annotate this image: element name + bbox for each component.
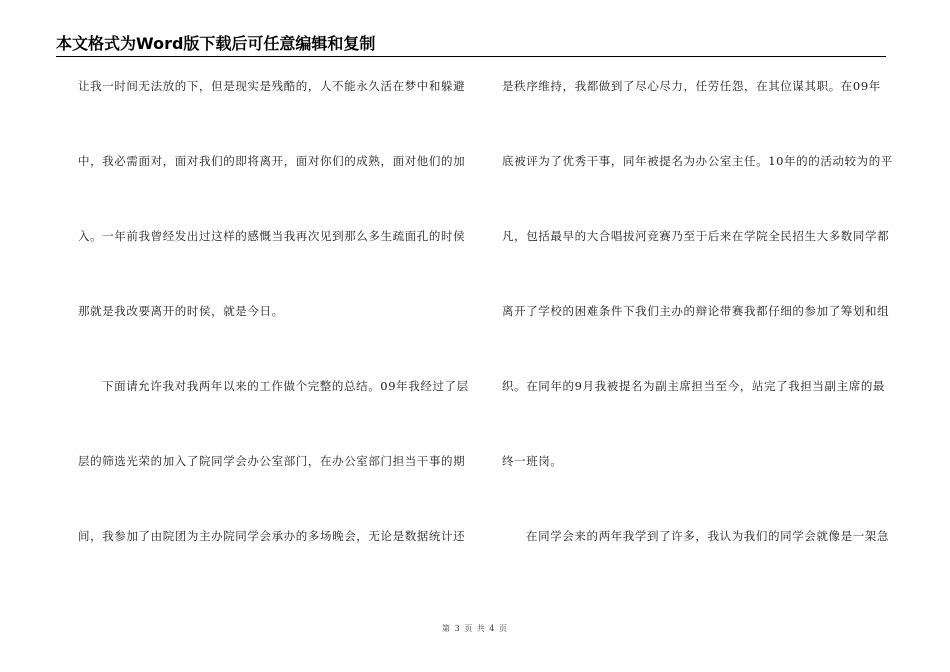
text-line: 中，我必需面对，面对我们的即将离开，面对你们的成熟，面对他们的加 — [78, 154, 466, 168]
text-line: 终一班岗。 — [502, 454, 563, 468]
text-line: 层的筛选光荣的加入了院同学会办公室部门，在办公室部门担当干事的期 — [78, 454, 466, 468]
paragraph-start-line: 在同学会来的两年我学到了许多，我认为我们的同学会就像是一架急 — [526, 529, 889, 543]
document-header-title: 本文格式为Word版下载后可任意编辑和复制 — [56, 34, 376, 53]
text-line: 底被评为了优秀干事，同年被提名为办公室主任。10年的的活动较为的平 — [502, 154, 893, 168]
text-line: 离开了学校的困难条件下我们主办的辩论带赛我都仔细的参加了筹划和组 — [502, 304, 890, 318]
text-line: 让我一时间无法放的下，但是现实是残酷的，人不能永久活在梦中和躲避 — [78, 79, 466, 93]
paragraph-start-line: 下面请允许我对我两年以来的工作做个完整的总结。09年我经过了层 — [102, 379, 469, 393]
page-number-footer: 第 3 页 共 4 页 — [442, 624, 508, 633]
header-divider — [56, 56, 886, 57]
text-line: 那就是我改要离开的时侯，就是今日。 — [78, 304, 284, 318]
text-line: 入。一年前我曾经发出过这样的感慨当我再次见到那么多生疏面孔的时侯 — [78, 229, 466, 243]
text-line: 织。在同年的9月我被提名为副主席担当至今，站完了我担当副主席的最 — [502, 379, 886, 393]
text-line: 是秩序维持，我都做到了尽心尽力，任劳任怨，在其位谋其职。在09年 — [502, 79, 881, 93]
text-line: 间，我参加了由院团为主办院同学会承办的多场晚会，无论是数据统计还 — [78, 529, 466, 543]
text-line: 凡，包括最早的大合唱拔河竞赛乃至于后来在学院全民招生大多数同学都 — [502, 229, 890, 243]
